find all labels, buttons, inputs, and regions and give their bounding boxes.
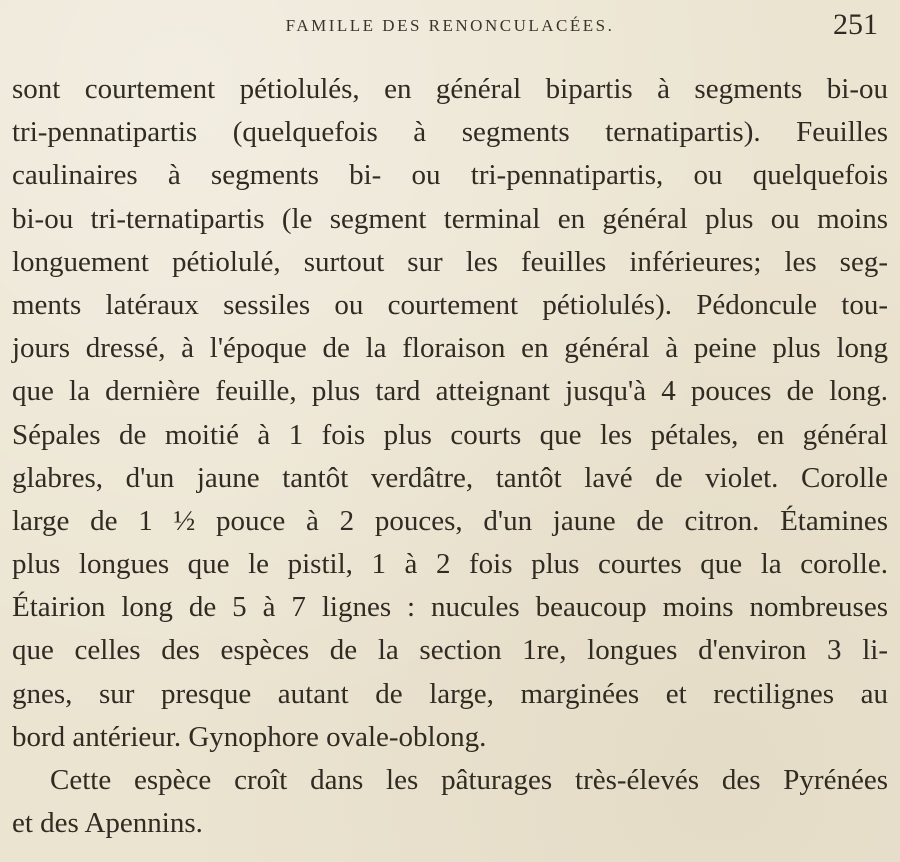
running-head: FAMILLE DES RENONCULACÉES. bbox=[285, 16, 615, 35]
text-line: que la dernière feuille, plus tard atteignant jusqu'à 4 pouces de long. bbox=[12, 375, 888, 408]
page-header bbox=[0, 10, 900, 50]
text-line: bi-ou tri-ternatipartis (le segment terminal en général plus ou moins bbox=[12, 202, 888, 235]
text-line: sont courtement pétiolulés, en général bipartis à segments bi-ou bbox=[12, 73, 888, 105]
text-line: plus longues que le pistil, 1 à 2 fois plus courtes que la corolle. bbox=[12, 548, 888, 581]
text-line: Sépales de moitié à 1 fois plus courts que les pétales, en général bbox=[12, 418, 888, 451]
page-number: 251 bbox=[833, 8, 878, 41]
text-line: Cette espèce croît dans les pâturages très-élevés des Pyrénées bbox=[50, 764, 888, 796]
text-line: ments latéraux sessiles ou courtement pétiolulés). Pédoncule tou- bbox=[12, 288, 888, 321]
text-line: que celles des espèces de la section 1re, longues d'environ 3 li- bbox=[12, 634, 888, 667]
text-line: tri-pennatipartis (quelquefois à segments ternatipartis). Feuilles bbox=[12, 116, 888, 149]
text-line: large de 1 ½ pouce à 2 pouces, d'un jaune de citron. Étamines bbox=[12, 504, 888, 537]
text-line: gnes, sur presque autant de large, marginées et rectilignes au bbox=[12, 677, 888, 710]
text-line: bord antérieur. Gynophore ovale-oblong. bbox=[12, 720, 487, 753]
text-line: longuement pétiolulé, surtout sur les feuilles inférieures; les seg- bbox=[12, 245, 888, 278]
body-text bbox=[12, 68, 888, 845]
text-line: Étairion long de 5 à 7 lignes : nucules beaucoup moins nombreuses bbox=[12, 591, 888, 624]
text-line: jours dressé, à l'époque de la floraison en général à peine plus long bbox=[12, 332, 888, 365]
text-line: glabres, d'un jaune tantôt verdâtre, tantôt lavé de violet. Corolle bbox=[12, 461, 888, 494]
text-line: et des Apennins. bbox=[12, 807, 203, 840]
text-line: caulinaires à segments bi- ou tri-pennatipartis, ou quelquefois bbox=[12, 159, 888, 192]
